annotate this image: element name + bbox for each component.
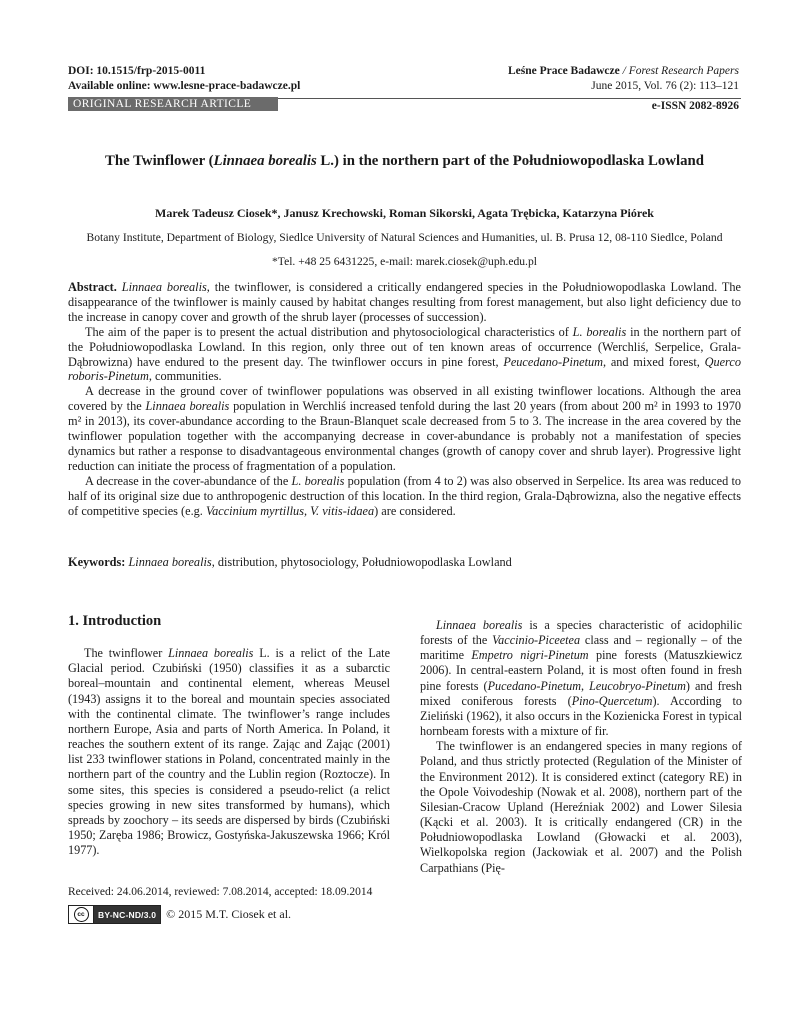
abstract-paragraph: Abstract. Linnaea borealis, the twinflower, is considered a critically endangered species in the Południowopodlaska Lowland. The disappearance of the twinflower is mainly caused by habitat changes resulting from forest management, but also light deficiency due to the increase in canopy cover and growth of the shrub layer (processes of succession). [68, 280, 742, 324]
available-online: Available online: www.lesne-prace-badawcze.pl [68, 79, 301, 92]
affiliation: Botany Institute, Department of Biology, Siedlce University of Natural Sciences and Humanities, ul. B. Prusa 12, 08-110 Siedlce, Poland [86, 231, 723, 244]
abstract-paragraph: The aim of the paper is to present the actual distribution and phytosociological characteristics of L. borealis in the northern part of the Południowopodlaska Lowland. In this region, only three out of ten known areas of occurrence (Werchliś, Serpelice, Grala-Dąbrowizna) have endured to the present day. The twinflower occurs in pine forest, Peucedano-Pinetum, and mixed forest, Querco roboris-Pinetum, communities. [68, 324, 741, 384]
body-paragraph: The twinflower is an endangered species in many regions of Poland, and thus strictly protected (Regulation of the Minister of the Environment 2012). It is considered extinct (category RE) in the Opole Voivodeship (Nowak et al. 2008), northern part of the Silesian-Cracow Upland (Hereźniak 2002) and Lower Silesia (Kącki et al. 2003). It is critically endangered (CR) in the Południowopodlaska Lowland (Głowacki et al. 2003), Wielkopolska region (Jackowiak et al. 2007) and the Polish Carpathians (Pię- [420, 739, 742, 875]
keywords: Keywords: Linnaea borealis, distribution, phytosociology, Południowopodlaska Lowland [68, 555, 512, 569]
header-right [508, 64, 739, 93]
received-dates: Received: 24.06.2014, reviewed: 7.08.2014, accepted: 18.09.2014 [68, 886, 373, 898]
body-paragraph: The twinflower Linnaea borealis L. is a relict of the Late Glacial period. Czubiński (1950) classifies it as a subarctic boreal–mountain and continental element, whereas Meusel (1943) assigns it to the boreal and mountain species associated with the continental climate. The twinflower’s range includes northern Europe, Asia and parts of North America. In Poland, it reaches the southern extent of its range. Zając and Zając (2001) list 233 twinflower stations in Poland, concentrated mainly in the northern part of the country and the Lublin region (Roztocze). In some sites, this species is considered a pseudo-relict (a relict species growing in new sites transformed by humans), which spreads by zoochory – its seeds are dispersed by birds (Czubiński 1950; Zaręba 1986; Browicz, Gostyńska-Jakuszewska 1966; Król 1977). [68, 646, 390, 858]
issue-info: June 2015, Vol. 76 (2): 113–121 [591, 79, 739, 92]
right-column [420, 618, 742, 876]
left-column [68, 614, 390, 858]
license-code: BY-NC-ND/3.0 [94, 906, 160, 923]
authors: Marek Tadeusz Ciosek*, Janusz Krechowski, Roman Sikorski, Agata Trębicka, Katarzyna Piórek [155, 206, 654, 220]
doi: DOI: 10.1515/frp-2015-0011 [68, 65, 206, 77]
copyright: © 2015 M.T. Ciosek et al. [166, 907, 292, 921]
license-line [68, 905, 291, 924]
abstract-paragraph: A decrease in the cover-abundance of the L. borealis population (from 4 to 2) was also observed in Serpelice. Its area was reduced to half of its original size due to anthropogenic destruction of this location. In the third region, Grala-Dąbrowizna, also the negative effects of competitive species (e.g. Vaccinium myrtillus, V. vitis-idaea) are considered. [68, 473, 742, 518]
body-paragraph: Linnaea borealis is a species characteristic of acidophilic forests of the Vaccinio-Piceetea class and – regionally – of the maritime Empetro nigri-Pinetum pine forests (Matuszkiewicz 2006). In central-eastern Poland, it is most often found in fresh pine forests (Pucedano-Pinetum, Leucobryo-Pinetum) and fresh mixed coniferous forests (Pino-Quercetum). According to Zieliński (1962), it also occurs in the Kozienicka Forest in typical hornbeam forests with a mixture of fir. [420, 618, 743, 739]
section-heading: 1. Introduction [68, 613, 162, 629]
journal-name: Leśne Prace Badawcze / Forest Research Papers [507, 65, 739, 77]
creative-commons-icon: cc [69, 906, 94, 923]
abstract [68, 280, 741, 519]
header-left [68, 64, 300, 93]
contact-info: *Tel. +48 25 6431225, e-mail: marek.ciosek@uph.edu.pl [272, 255, 537, 268]
abstract-paragraph: A decrease in the ground cover of twinflower populations was observed in all existing twinflower locations. Although the area covered by the Linnaea borealis population in Werchliś increased tenfold during the last 20 years (from about 200 m² in 1993 to 1970 m² in 2013), its cover-abundance according to the Braun-Blanquet scale decreased from 5 to 3. The increase in the area covered by the twinflower population together with the accompanying decrease in cover-abundance is probably not a manifestation of species dynamics but rather a response to disadvantageous environmental changes (growth of canopy cover and shrub layer). Progressive light reduction can initiate the process of fragmentation of a population. [68, 384, 741, 473]
paper-title: The Twinflower (Linnaea borealis L.) in the northern part of the Południowopodlaska Lowland [105, 153, 704, 169]
eissn: e-ISSN 2082-8926 [651, 100, 739, 112]
cc-license-badge[interactable] [68, 905, 161, 924]
article-type-label: ORIGINAL RESEARCH ARTICLE [68, 97, 278, 111]
